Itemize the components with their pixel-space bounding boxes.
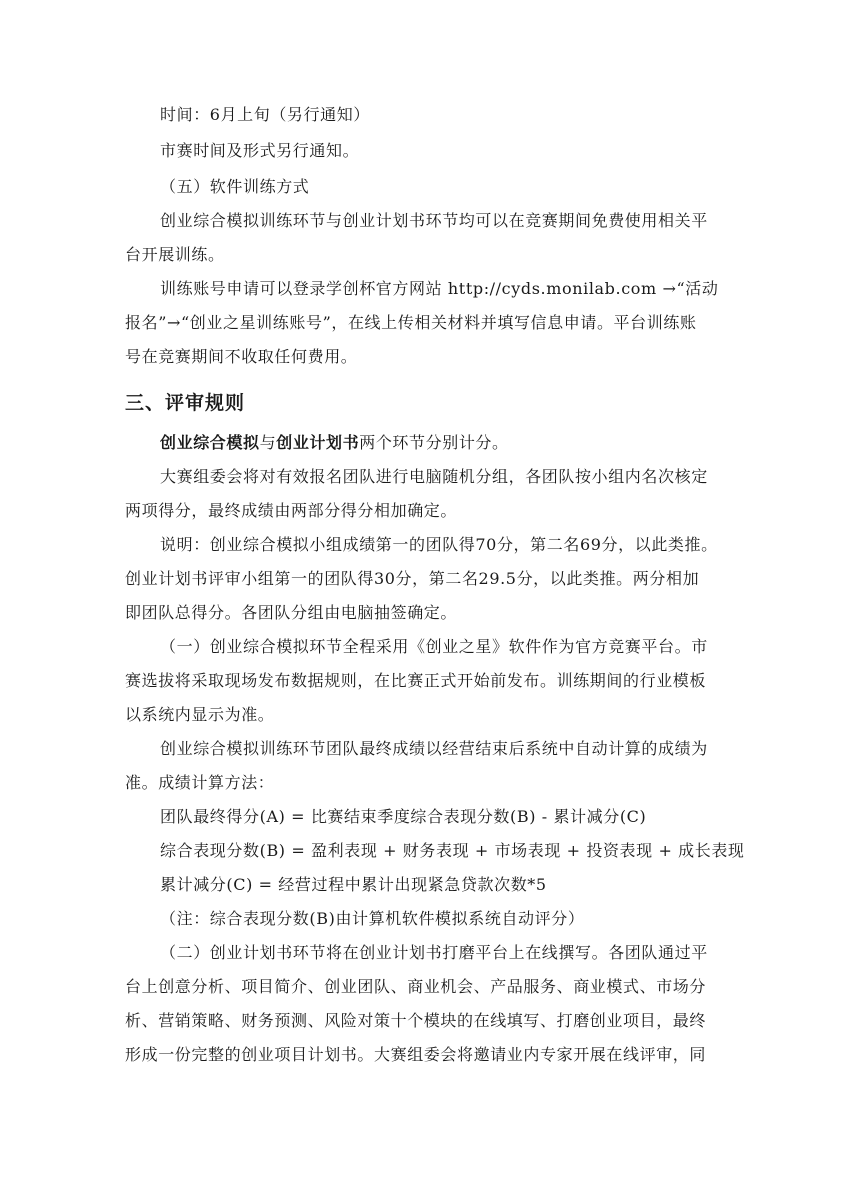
body-line: 创业综合模拟训练环节团队最终成绩以经营结束后系统中自动计算的成绩为 bbox=[160, 739, 708, 758]
body-line: 以系统内显示为准。 bbox=[125, 705, 275, 724]
account-paragraph-line-2: 报名”→“创业之星训练账号”，在线上传相关材料并填写信息申请。平台训练账 bbox=[125, 313, 697, 332]
body-line: 创业计划书评审小组第一的团队得30分，第二名29.5分，以此类推。两分相加 bbox=[125, 569, 700, 588]
formula-line-a: 团队最终得分(A) = 比赛结束季度综合表现分数(B) - 累计减分(C) bbox=[160, 807, 647, 826]
body-line: 析、营销策略、财务预测、风险对策十个模块的在线填写、打磨创业项目，最终 bbox=[125, 1011, 707, 1030]
formula-line-b: 综合表现分数(B) = 盈利表现 + 财务表现 + 市场表现 + 投资表现 + 成长表现 bbox=[160, 841, 745, 860]
body-line: 说明：创业综合模拟小组成绩第一的团队得70分，第二名69分，以此类推。 bbox=[160, 535, 718, 554]
body-line: （一）创业综合模拟环节全程采用《创业之星》软件作为官方竞赛平台。市 bbox=[160, 637, 708, 656]
rule-intro-module-1: 创业综合模拟 bbox=[160, 433, 260, 452]
subsection-five-title: （五）软件训练方式 bbox=[160, 177, 310, 196]
body-line: 准。成绩计算方法： bbox=[125, 773, 275, 792]
rule-intro-connector: 与 bbox=[259, 433, 277, 452]
body-line: 形成一份完整的创业项目计划书。大赛组委会将邀请业内专家开展在线评审，同 bbox=[125, 1045, 707, 1064]
account-paragraph-line-3: 号在竞赛期间不收取任何费用。 bbox=[125, 347, 358, 366]
body-line: 两项得分，最终成绩由两部分得分相加确定。 bbox=[125, 501, 458, 520]
formula-line-c: 累计减分(C) = 经营过程中累计出现紧急贷款次数*5 bbox=[160, 875, 547, 894]
body-line: 台上创意分析、项目简介、创业团队、商业机会、产品服务、商业模式、市场分 bbox=[125, 977, 707, 996]
rule-intro-module-2: 创业计划书 bbox=[276, 433, 360, 452]
body-line: 赛选拔将采取现场发布数据规则，在比赛正式开始前发布。训练期间的行业模板 bbox=[125, 671, 707, 690]
body-line: 即团队总得分。各团队分组由电脑抽签确定。 bbox=[125, 603, 458, 622]
rule-intro-tail: 两个环节分别计分。 bbox=[359, 433, 509, 452]
section-heading-review-rules: 三、评审规则 bbox=[125, 392, 246, 414]
training-paragraph-line-2: 台开展训练。 bbox=[125, 245, 225, 264]
formula-note: （注：综合表现分数(B)由计算机软件模拟系统自动评分） bbox=[160, 909, 585, 928]
training-paragraph-line-1: 创业综合模拟训练环节与创业计划书环节均可以在竞赛期间免费使用相关平 bbox=[160, 211, 708, 230]
body-line: （二）创业计划书环节将在创业计划书打磨平台上在线撰写。各团队通过平 bbox=[160, 943, 708, 962]
schedule-time-line: 时间：6月上旬（另行通知） bbox=[160, 105, 370, 124]
rule-intro-line bbox=[160, 433, 509, 453]
city-contest-note: 市赛时间及形式另行通知。 bbox=[160, 141, 360, 160]
body-line: 大赛组委会将对有效报名团队进行电脑随机分组，各团队按小组内名次核定 bbox=[160, 467, 708, 486]
account-paragraph-line-1: 训练账号申请可以登录学创杯官方网站 http://cyds.monilab.com →“活动 bbox=[160, 279, 719, 298]
